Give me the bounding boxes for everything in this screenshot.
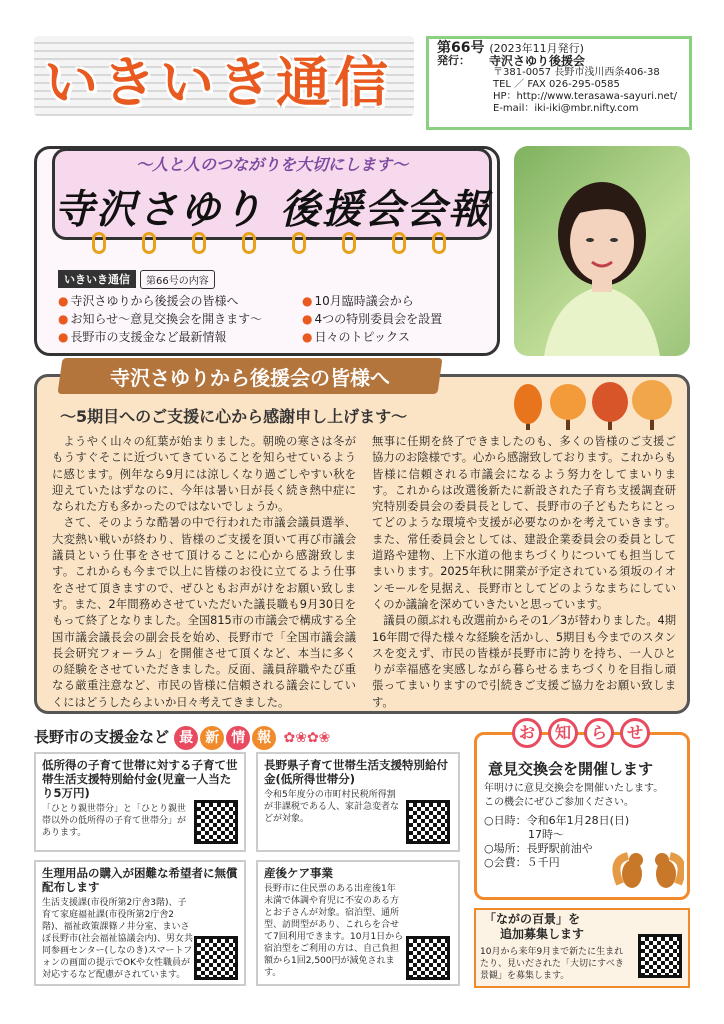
notice-char: お [512,718,542,748]
support-section-title [34,726,330,750]
card-body: 「ひとり親世帯分」と「ひとり親世帯以外の低所得の子育て世帯分」があります。 [42,804,187,838]
binder-ring [92,232,106,254]
toc-item[interactable]: ● 4つの特別委員会を設置 [302,312,443,326]
badge-char: 新 [200,726,224,750]
contents-label [58,270,215,288]
report-title: 寺沢さゆり 後援会会報 [54,187,490,233]
contents-heading: 第66号の内容 [140,270,215,289]
card-body: 長野市に住民票のある出産後1年未満で体調や育児に不安のある方とお子さんが対象。宿泊型、通所型、訪問型があり、これらを合せて7回利用できます。10月1日から宿泊型をご利用の方は、自己負担額から1回2,500円が減免されます。 [264,884,404,978]
card-body: 令和5年度分の市町村民税所得割が非課税である人、家計急変者などが対象。 [264,790,400,824]
hyakkei-title-line: 「ながの百景」を [484,912,581,926]
support-title-text: 長野市の支援金など [34,728,170,746]
contents-tag: いきいき通信 [58,270,136,288]
notice-fee: ○会費：５千円 [484,856,560,869]
publisher-hp: HP：http://www.terasawa-sayuri.net/ [493,91,677,102]
article-subtitle: ～5期目へのご支援に心から感謝申し上げます～ [60,407,408,426]
binder-ring [432,232,446,254]
toc-item[interactable]: ● 寺沢さゆりから後援会の皆様へ [58,294,239,308]
publisher-tel: TEL ／ FAX 026-295-0585 [493,79,620,90]
article-banner-text: 寺沢さゆりから後援会の皆様へ [110,366,390,390]
article-paragraph: さて、そのような酷暑の中で行われた市議会議員選挙、大変熱い戦いが終わり、皆様のご支援を頂いて再び市議会議員という仕事をさせて頂けることに心から感謝致します。これからも今まで以上に皆様のお役に立てるよう仕事をさせて頂きますので、ぜひともお声がけをお願い致します。また、2年間務めさせていただいた議長職も9月30日をもって終了となりました。全国815市の市議会で構成する全国市議会議長会の副会長を始め、長野市で「全国市議会議長会研究フォーラム」を開催させて頂くなど、本当に多くの経験をさせていただきました。反面、議員辞職やたび重なる厳重注意など、市民の皆様に信頼される議会にしていくにはどうしたらよいか日々考えてきました。 [52,516,356,709]
notice-char: ら [584,718,614,748]
hyakkei-title-line: 追加募集します [500,927,585,941]
qr-code-icon[interactable] [638,934,682,978]
issue-date: (2023年11月発行) [489,42,584,55]
issue-info-box [426,36,692,130]
card-title: 産後ケア事業 [264,866,333,880]
newsletter-title: いきいき通信 [44,51,392,114]
toc-item[interactable]: ● お知らせ～意見交換会を開きます～ [58,312,263,326]
qr-code-icon[interactable] [406,800,450,844]
card-title: 低所得の子育て世帯に対する子育て世帯生活支援特別給付金(児童一人当たり5万円) [42,758,238,800]
toc-right [302,292,442,346]
badge-char: 最 [174,726,198,750]
toc-item[interactable]: ● 長野市の支援金など最新情報 [58,330,227,344]
flower-decoration-icon: ✿❀✿❀ [283,730,331,746]
notice-time: 17時～ [484,828,564,841]
binder-ring [142,232,156,254]
portrait-illustration [514,146,690,356]
notice-char: せ [620,718,650,748]
hyakkei-title [484,912,584,942]
badge-char: 報 [252,726,276,750]
notice-date: ○日時：令和6年1月28日(日) [484,814,630,827]
card-body: 生活支援課(市役所第2庁舎3階)、子育て家庭福祉課(市役所第2庁舎2階)、福祉政策課篠ノ井分室、まいさぽ長野市(社会福祉協議会内)、男女共同参画センター(しなのき)スマートフォンの画面の提示でOKや女性職員が対応するなど配慮がされています。 [42,898,194,980]
publisher-email: E-mail：iki-iki@mbr.nifty.com [493,103,639,114]
autumn-trees-illustration [508,376,684,436]
notice-char: 知 [548,718,578,748]
binder-ring [242,232,256,254]
hyakkei-body: 10月から来年9月まで新たに生まれたり、見いだされた「大切にすべき景観」を募集します。 [480,947,624,981]
binder-ring [192,232,206,254]
article-left-column [52,434,356,711]
publisher-label: 発行： [437,54,470,67]
qr-code-icon[interactable] [406,936,450,980]
qr-code-icon[interactable] [194,936,238,980]
slogan: ～人と人のつながりを大切にします～ [135,155,408,174]
publisher-name: 寺沢さゆり後援会 [489,54,586,68]
toc-left [58,292,262,346]
toc-item[interactable]: ● 10月臨時議会から [302,294,414,308]
card-title: 長野県子育て世帯生活支援特別給付金(低所得世帯分) [264,758,448,786]
notice-heading: 意見交換会を開催します [488,760,654,778]
binder-ring [342,232,356,254]
article-paragraph: ようやく山々の紅葉が始まりました。朝晩の寒さは冬がもうすぐそこに近づいてきていることを知らせているように感じます。例年なら9月には涼しくなり過ごしやすい秋を迎えていたはずなのに、今年は暑い日が長く続き熱中症になられた方も多かったのではないでしょうか。 [52,435,356,514]
notice-place: ○場所：長野駅前油や [484,842,593,855]
portrait-photo [514,146,690,356]
binder-ring [392,232,406,254]
notice-line: この機会にぜひご参加ください。 [484,797,634,808]
notice-line: 年明けに意見交換会を開催いたします。 [484,783,664,794]
badge-char: 情 [226,726,250,750]
article-paragraph: 無事に任期を終了できましたのも、多くの皆様のご支援ご協力のお陰様です。心から感謝致しております。これからも皆様に信頼される市議会になるよう努力をしてまいります。これからは改選後新たに新設された子育ち支援調査研究特別委員会の委員長として、長野市の子どもたちにとってどのような環境や支援が必要なのかを考えていきます。また、常任委員会としては、建設企業委員会の委員として道路や建物、上下水道の他まちづくりについても担当してまいります。2025年秋に開業が予定されている須坂のイオンモールを見据え、長野市としてどのようなまちにしていくのか議論を深めていきたいと思っています。 [372,435,676,611]
article-right-column [372,434,676,711]
publisher-address: 〒381-0057 長野市浅川西条406-38 [493,67,660,78]
squirrel-icon [612,844,684,896]
toc-item[interactable]: ● 日々のトピックス [302,330,410,344]
card-title: 生理用品の購入が困難な希望者に無償配布します [42,866,238,894]
binder-ring [292,232,306,254]
article-paragraph: 議員の顔ぶれも改選前からその1／3が替わりました。4期16年間で得た様々な経験を活かし、5期目も今までのスタンスを変えず、市民の皆様が長野市に誇りを持ち、一人ひとりが幸福感を実感しながら暮らせるまちづくりを目指し頑張ってまいりますので引続きご支援ご協力をお願い致します。 [372,614,676,709]
issue-no-text: 第66号 [437,40,485,56]
qr-code-icon[interactable] [194,800,238,844]
